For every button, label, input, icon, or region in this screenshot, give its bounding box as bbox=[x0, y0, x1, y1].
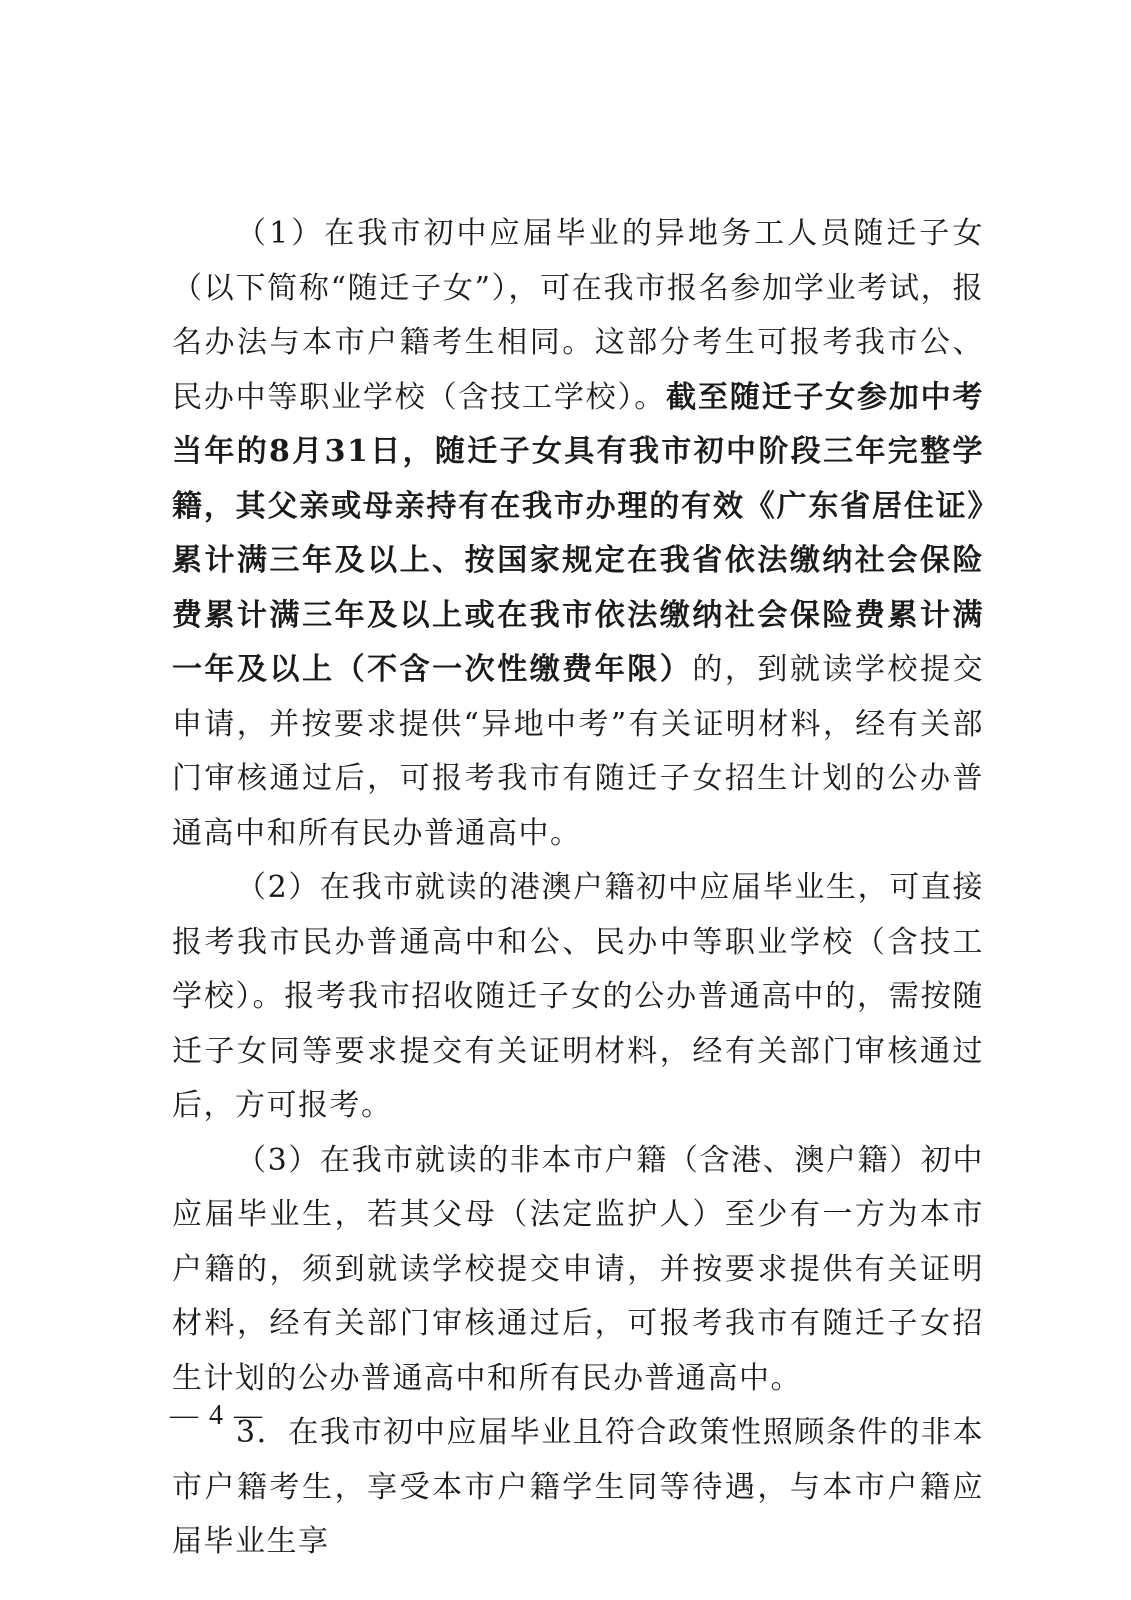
paragraph-4-segment-1: 3．在我市初中应届毕业且符合政策性照顾条件的非本市户籍考生，享受本市户籍学生同等待遇，与本市户籍应届毕业生享 bbox=[172, 1415, 984, 1559]
paragraph-1-segment-3: 的，到就读学校提交申请，并按要求提供“异地中考”有关证明材料，经有关部门审核通过后，可报考我市有随迁子女招生计划的公办普通高中和所有民办普通高中。 bbox=[172, 652, 985, 851]
paragraph-1-segment-1: （1）在我市初中应届毕业的异地务工人员随迁子女（以下简称“随迁子女”），可在我市报名参加学业考试，报名办法与本市户籍考生相同。这部分考生可报考我市公、民办中等职业学校（含技工学校）。 bbox=[172, 216, 984, 415]
document-body bbox=[172, 207, 984, 1570]
paragraph-1-bold-segment: 截至随迁子女参加中考当年的8月31日，随迁子女具有我市初中阶段三年完整学籍，其父亲或母亲持有在我市办理的有效《广东省居住证》累计满三年及以上、按国家规定在我省依法缴纳社会保险费累计满三年及以上或在我市依法缴纳社会保险费累计满一年及以上（不含一次性缴费年限） bbox=[172, 379, 985, 687]
paragraph-3-segment-1: （3）在我市就读的非本市户籍（含港、澳户籍）初中应届毕业生，若其父母（法定监护人）至少有一方为本市户籍的，须到就读学校提交申请，并按要求提供有关证明材料，经有关部门审核通过后，可报考我市有随迁子女招生计划的公办普通高中和所有民办普通高中。 bbox=[172, 1142, 984, 1396]
paragraph-2-segment-1: （2）在我市就读的港澳户籍初中应届毕业生，可直接报考我市民办普通高中和公、民办中等职业学校（含技工学校）。报考我市招收随迁子女的公办普通高中的，需按随迁子女同等要求提交有关证明材料，经有关部门审核通过后，方可报考。 bbox=[172, 870, 984, 1123]
paragraph-4 bbox=[172, 1406, 984, 1570]
paragraph-1 bbox=[172, 207, 984, 861]
page-number: — 4 — bbox=[170, 1400, 264, 1431]
paragraph-3 bbox=[172, 1134, 984, 1407]
paragraph-2 bbox=[172, 861, 984, 1134]
